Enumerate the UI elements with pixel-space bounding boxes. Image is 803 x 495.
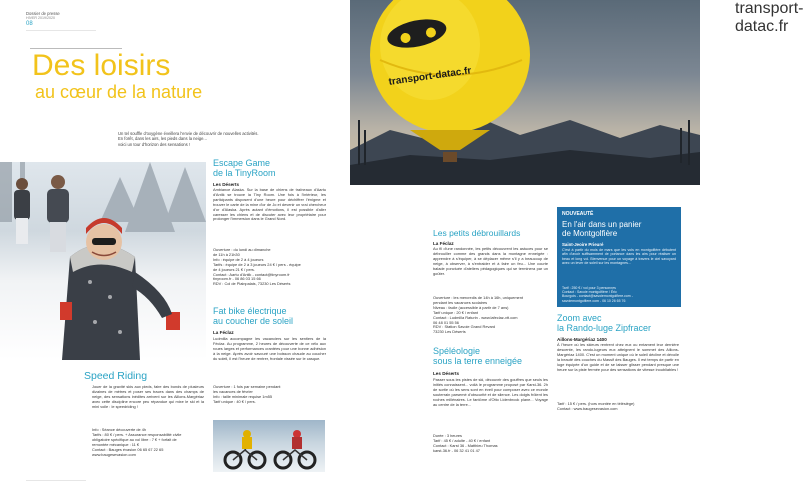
fatbike-details: Ouverture : 1 fois par semaine pendant les vacances de février Info : taille minimale requise 1m55 Tarif unique : 40 € / pers. — [213, 384, 281, 404]
page-number: 08 — [26, 21, 33, 27]
bottom-rule — [26, 480, 86, 481]
speleo-location: Les Déserts — [433, 371, 460, 376]
fatbike-title-line1: Fat bike électrique — [213, 306, 287, 316]
page-title-line2: au cœur de la nature — [35, 82, 203, 102]
fatbike-location: La Féclaz — [213, 330, 234, 335]
header-edition: HIVER 2019/2020 — [26, 16, 55, 20]
escape-details: Ouverture : du lundi au dimanche de 11h à 21h30 Info : équipe de 2 à 4 joueurs Tarifs : équipe de 2 à 3 joueurs 24 € / pers - équipe de 4 joueurs 21 € / pers. Contact : Aartu d'Antik - contact@tinyroom.fr tinyroom.fr - 06 86 03 15 66 RDV : Col de Plainpalais, 73230 Les Déserts — [213, 247, 301, 287]
luge-details: Tarif : 15 € / pers. (hors montée en télésiège) Contact : www.baugesevasion.com — [557, 401, 635, 411]
escape-title-line1: Escape Game — [213, 158, 271, 168]
speleo-details: Durée : 3 heures Tarif : 45 € / adulte - 40 € / enfant Contact : Karst 36 - Matthieu Thomas karst-36.fr - 06 32 41 01 47 — [433, 433, 498, 453]
snow-hike-photo — [0, 162, 206, 360]
page-title-line1: Des loisirs — [32, 49, 171, 82]
montgolfiere-box — [557, 207, 681, 307]
speleo-title-line2: sous la terre enneigée — [433, 356, 523, 366]
escape-body: Ambiance Alaska. Sur la base de chiens de traîneaux d'Aartu d'Antik se trouve la Tiny Room. Une fois à l'intérieur, les participants disposent d'une heure pour déchiffrer l'énigme et trouver le carte de la mine d'or de Jo et devenir un vrai chercheur d'or d'Alaska. Après autant d'émotions, il est possible d'aller caresser les chiens et de discuter avec leur propriétaire pour prolonger l'immersion dans le Grand Nord. — [213, 187, 326, 222]
fatbike-body: Ludmilla accompagne les vacanciers sur les sentiers de la Féclaz. Au programme, 2 heures de découverte de ce vélo aux roues larges et performances crantées pour une bonne adhésion à la neige. Après avoir savouré une boisson chaude au coucher du soleil, il est l'heure de rentrer, frontale vissée sur le casque. — [213, 336, 326, 361]
montgolfiere-body: C'est à partir du mois de mars que les vols en montgolfière débutent afin d'avoir suffisamment de portance dans les airs pour réaliser un beau et long vol. Bienvenue pour un voyage à travers le ciel savoyard avec un lever de soleil sur les montagnes... — [562, 248, 676, 266]
debrouillards-title: Les petits débrouillards — [433, 228, 521, 238]
fatbike-title-line2: au coucher de soleil — [213, 316, 294, 326]
balloon-photo — [350, 0, 803, 185]
header-kicker: Dossier de presse — [26, 11, 60, 16]
luge-title-line2: la Rando-luge Zipfracer — [557, 323, 652, 333]
montgolfiere-title-line2: de Montgolfière — [562, 229, 618, 238]
debrouillards-location: La Féclaz — [433, 241, 454, 246]
escape-title-line2: de la TinyRoom — [213, 168, 276, 178]
balloon-text: transport-datac.fr — [735, 0, 803, 35]
balloon-lettering: transport-datac.fr — [388, 65, 473, 88]
fatbike-photo — [213, 420, 325, 472]
header-rule — [26, 30, 96, 31]
montgolfiere-title-line1: En l'air dans un panier — [562, 220, 642, 229]
speed-details: Info : Séance découverte de 4h Tarifs : 80 € / pers. + Assurance responsabilité civile obligatoire spécifique au vol libre : 7 € + forfait de remontée mécanique : 11 € Contact : Bauges évasion 06 65 67 22 65 www.baugesevasion.com — [92, 427, 182, 457]
speed-title: Speed Riding — [84, 370, 148, 382]
montgolfiere-badge: NOUVEAUTÉ — [562, 211, 594, 217]
speleo-title-line1: Spéléologie — [433, 346, 481, 356]
escape-location: Les Déserts — [213, 182, 240, 187]
debrouillards-details: Ouverture : les mercredis de 14h à 16h, uniquement pendant les vacances scolaires Niveau : facile (accessible à partir de 7 ans) Tarif unique : 20 € / enfant Contact : Ludmilla Raturin - www.lafeclaz-vtt.com 06 48 01 55 56 RDV : Station Savoie Grand Revard 73230 Les Déserts — [433, 295, 523, 335]
luge-title-line1: Zoom avec — [557, 313, 602, 323]
luge-body: À l'heure où les skieurs rentrent chez eux ou entament leur dernière descente, les rando-lugeurs eux atteignent le sommet des Aillons-Margériaz 1400. C'est un moment unique où le soleil décline et dévoile la beauté des couches du Massif des Bauges. Il est temps de partir en luge équipée d'un guide et de se laisser glisser pendant presque une heure sur la piste fermée pour des sensations de vitesse inoubliables ! — [557, 342, 679, 372]
speed-body: Jouer de la gravité skis aux pieds, faire des bonds de plusieurs dizaines de mètres et poser ses traces dans des champs de neige, des sensations inédites arrivent sur les Aillons-Margériaz avec cette discipline encore peu répandue qui mixe le ski et la mini voile : le speedriding ! — [92, 384, 204, 409]
intro-text: Un tel souffle d'oxygène éveillera l'envie de découvrir de nouvelles activités. En forêt, dans les airs, les pieds dans la neige... voici un tour d'horizon des sensations ! — [118, 131, 259, 147]
debrouillards-body: Au fil d'une randonnée, les petits découvrent les astuces pour se débrouiller comme des grands dans la montagne enneigée : apprendre à s'équiper, à se déplacer même s'il y a beaucoup de neige, à observer, à s'entraider et à faire un feu... Une courte balade ponctuée d'ateliers pédagogiques qui se terminera par un goûter. — [433, 246, 548, 276]
speleo-body: Passer sous les pistes de ski, découvrir des gouffres que seuls les initiés connaissent... voilà le programme proposé par Karst-36. 2h de sortie où les sens sont en éveil pour composer avec ce monde souterrain parsemé d'obscurité et de silence. Les doigts frôlent les roches millénaires. Le fantôme d'Otto Lidenbrock plane... Voyage au centre de la terre... — [433, 377, 548, 407]
montgolfiere-details: Tarif : 250 € / vol pour 3 personnes Contact : Savoie montgolfière / Éric Bourgois - contact@savoiemontgolfiere.com - savoiemontgolfiere.com - 06 10 26 65 76 — [562, 286, 633, 303]
luge-location: Aillons-Margériaz 1400 — [557, 337, 607, 342]
montgolfiere-location: Saint-Jeoire Prieuré — [562, 242, 604, 247]
